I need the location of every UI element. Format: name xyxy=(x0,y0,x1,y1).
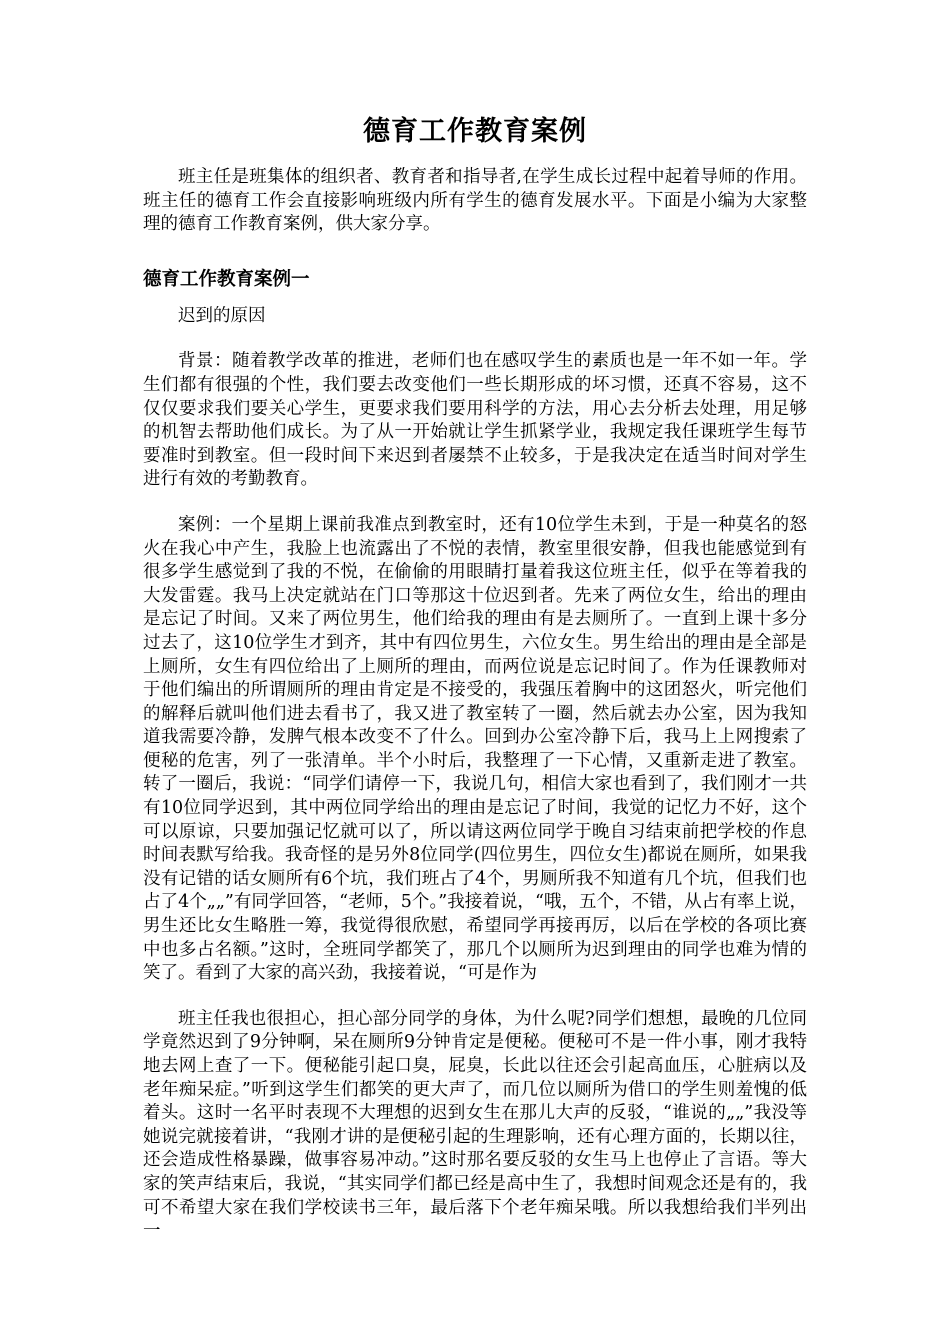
case-subtitle: 迟到的原因 xyxy=(178,305,266,326)
continuation-paragraph: 班主任我也很担心，担心部分同学的身体，为什么呢?同学们想想，最晚的几位同学竟然迟到了9分钟啊，呆在厕所9分钟肯定是便秘。便秘可不是一件小事，刚才我特地去网上查了一下。便秘能引起口臭，屁臭，长此以往还会引起高血压，心脏病以及老年痴呆症。”听到这学生们都笑的更大声了，而几位以厕所为借口的学生则羞愧的低着头。这时一名平时表现不大理想的迟到女生在那儿大声的反驳，“谁说的„„”我没等她说完就接着讲，“我刚才讲的是便秘引起的生理影响，还有心理方面的，长期以往，还会造成性格暴躁，做事容易冲动。”这时那名要反驳的女生马上也停止了言语。等大家的笑声结束后，我说，“其实同学们都已经是高中生了，我想时间观念还是有的，我可不希望大家在我们学校读书三年，最后落下个老年痴呆哦。所以我想给我们半列出一 xyxy=(143,1008,807,1242)
background-paragraph: 背景：随着教学改革的推进，老师们也在感叹学生的素质也是一年不如一年。学生们都有很强的个性，我们要去改变他们一些长期形成的坏习惯，还真不容易，这不仅仅要求我们要关心学生，更要求我们要用科学的方法，用心去分析去处理，用足够的机智去帮助他们成长。为了从一开始就让学生抓紧学业，我规定我任课班学生每节要准时到教室。但一段时间下来迟到者屡禁不止较多，于是我决定在适当时间对学生进行有效的考勤教育。 xyxy=(143,351,807,490)
section-heading: 德育工作教育案例一 xyxy=(143,268,310,290)
case-paragraph: 案例：一个星期上课前我准点到教室时，还有10位学生未到，于是一种莫名的怒火在我心中产生，我脸上也流露出了不悦的表情，教室里很安静，但我也能感觉到有很多学生感觉到了我的不悦，在偷偷的用眼睛打量着我这位班主任，似乎在等着我的大发雷霆。我马上决定就站在门口等那这十位迟到者。先来了两位女生，给出的理由是忘记了时间。又来了两位男生，他们给我的理由有是去厕所了。一直到上课十多分过去了，这10位学生才到齐，其中有四位男生，六位女生。男生给出的理由是全部是上厕所，女生有四位给出了上厕所的理由，而两位说是忘记时间了。作为任课教师对于他们编出的所谓厕所的理由肯定是不接受的，我强压着胸中的这团怒火，听完他们的解释后就叫他们进去看书了，我又进了教室转了一圈，然后就去办公室，因为我知道我需要冷静，发脾气根本改变不了什么。回到办公室冷静下后，我马上上网搜索了便秘的危害，列了一张清单。半个小时后，我整理了一下心情，又重新走进了教室。转了一圈后，我说：“同学们请停一下，我说几句，相信大家也看到了，我们刚才一共有10位同学迟到，其中两位同学给出的理由是忘记了时间，我觉的记忆力不好，这个可以原谅，只要加强记忆就可以了，所以请这两位同学于晚自习结束前把学校的作息时间表默写给我。我奇怪的是另外8位同学(四位男生，四位女生)都说在厕所，如果我没有记错的话女厕所有6个坑，我们班占了4个，男厕所我不知道有几个坑，但我们也占了4个„„”有同学回答，“老师，5个。”我接着说，“哦，五个，不错，从占有率上说，男生还比女生略胜一筹，我觉得很欣慰，希望同学再接再厉，以后在学校的各项比赛中也多占名额。”这时，全班同学都笑了，那几个以厕所为迟到理由的同学也难为情的笑了。看到了大家的高兴劲，我接着说，“可是作为 xyxy=(143,514,807,984)
document-title: 德育工作教育案例 xyxy=(363,116,587,147)
intro-paragraph: 班主任是班集体的组织者、教育者和指导者,在学生成长过程中起着导师的作用。班主任的德育工作会直接影响班级内所有学生的德育发展水平。下面是小编为大家整理的德育工作教育案例，供大家分享。 xyxy=(143,167,807,235)
document-page xyxy=(143,112,807,1244)
